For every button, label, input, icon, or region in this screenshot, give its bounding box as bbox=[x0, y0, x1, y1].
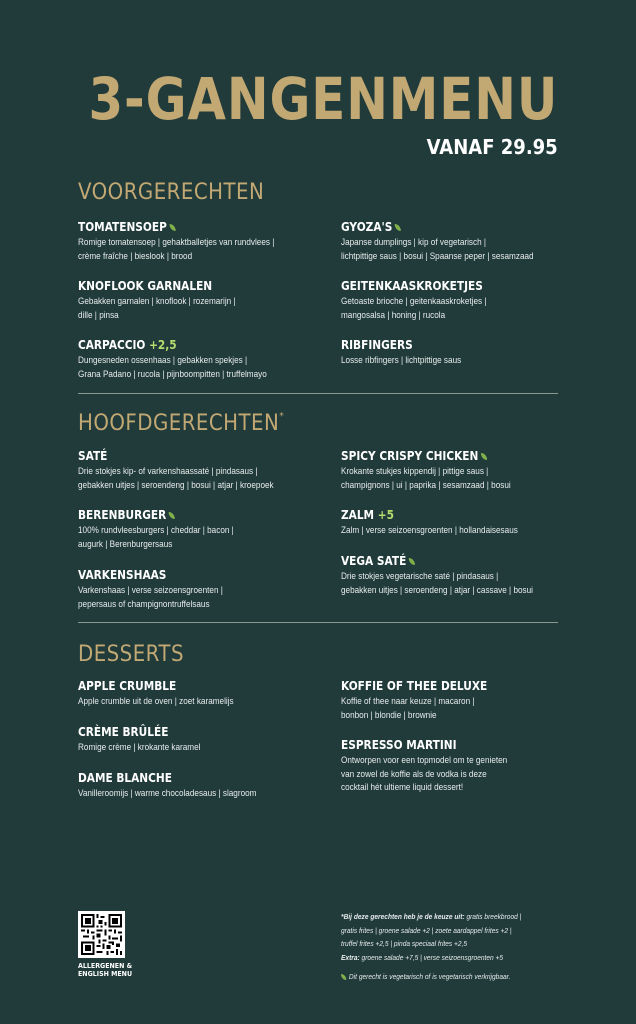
vegetarian-leaf-icon bbox=[169, 512, 175, 519]
section-divider bbox=[78, 622, 558, 623]
item-name: BERENBURGER bbox=[78, 508, 167, 522]
item-description: 100% rundvleesburgers | cheddar | bacon | augurk | Berenburgersaus bbox=[78, 525, 234, 550]
item-description: Vanilleroomijs | warme chocoladesaus | slagroom bbox=[78, 788, 257, 799]
item-description: Zalm | verse seizoensgroenten | hollandaisesaus bbox=[341, 525, 518, 536]
menu-item bbox=[341, 277, 581, 322]
vegetarian-leaf-icon bbox=[395, 224, 401, 231]
item-description: Varkenshaas | verse seizoensgroenten | pepersaus of champignontruffelsaus bbox=[78, 585, 223, 610]
menu-item bbox=[341, 506, 581, 538]
item-name: GYOZA'S bbox=[341, 220, 393, 234]
item-description: Drie stokjes vegetarische saté | pindasaus | gebakken uitjes | seroendeng | atjar | cassave | bosui bbox=[341, 571, 533, 596]
menu-item bbox=[341, 336, 581, 368]
menu-price: VANAF 29.95 bbox=[426, 135, 558, 159]
menu-item bbox=[78, 336, 318, 381]
menu-item bbox=[341, 736, 581, 795]
item-name: ZALM bbox=[341, 508, 375, 522]
item-description: Koffie of thee naar keuze | macaron | bonbon | blondie | brownie bbox=[341, 696, 475, 721]
item-description: Krokante stukjes kippendij | pittige saus | champignons | ui | paprika | sesamzaad | bosui bbox=[341, 466, 511, 491]
item-name: DAME BLANCHE bbox=[78, 771, 172, 785]
menu-item bbox=[78, 506, 318, 551]
section-title-desserts: DESSERTS bbox=[78, 642, 184, 667]
item-name: ESPRESSO MARTINI bbox=[341, 738, 457, 752]
item-name: VEGA SATÉ bbox=[341, 554, 407, 568]
item-name: CARPACCIO bbox=[78, 338, 146, 352]
menu-item bbox=[78, 566, 318, 611]
item-name: KOFFIE OF THEE DELUXE bbox=[341, 679, 488, 693]
vegetarian-leaf-icon bbox=[409, 558, 415, 565]
item-description: Gebakken garnalen | knoflook | rozemarijn | dille | pinsa bbox=[78, 296, 236, 321]
footnote-asterisk: * bbox=[279, 411, 285, 422]
vegetarian-leaf-icon bbox=[169, 224, 175, 231]
item-description: Getoaste brioche | geitenkaaskroketjes | mangosalsa | honing | rucola bbox=[341, 296, 487, 321]
item-description: Drie stokjes kip- of varkenshaassaté | pindasaus | gebakken uitjes | seroendeng | bosui | atjar | kroepoek bbox=[78, 466, 274, 491]
allergens-qr-code[interactable] bbox=[78, 911, 125, 958]
menu-item bbox=[341, 552, 581, 597]
menu-item bbox=[341, 447, 581, 492]
menu-item bbox=[341, 677, 581, 722]
item-description: Romige crème | krokante karamel bbox=[78, 742, 201, 753]
item-surcharge: +2,5 bbox=[149, 338, 177, 352]
item-surcharge: +5 bbox=[377, 508, 394, 522]
item-name: KNOFLOOK GARNALEN bbox=[78, 279, 213, 293]
vegetarian-leaf-icon bbox=[481, 453, 487, 460]
menu-item bbox=[341, 218, 581, 263]
menu-item bbox=[78, 447, 318, 492]
section-title-voorgerechten: VOORGERECHTEN bbox=[78, 180, 265, 205]
menu-item bbox=[78, 723, 318, 755]
item-name: SPICY CRISPY CHICKEN bbox=[341, 449, 479, 463]
item-description: Apple crumble uit de oven | zoet karamelijs bbox=[78, 696, 234, 707]
item-description: Romige tomatensoep | gehaktballetjes van rundvlees | crème fraîche | bieslook | brood bbox=[78, 237, 275, 262]
section-title-hoofdgerechten: HOOFDGERECHTEN* bbox=[78, 411, 285, 436]
section-divider bbox=[78, 393, 558, 394]
item-name: TOMATENSOEP bbox=[78, 220, 167, 234]
menu-item bbox=[78, 277, 318, 322]
qr-code-icon bbox=[81, 914, 122, 955]
item-name: SATÉ bbox=[78, 449, 108, 463]
item-description: Japanse dumplings | kip of vegetarisch | lichtpittige saus | bosui | Spaanse peper | sesamzaad bbox=[341, 237, 534, 262]
item-name: GEITENKAASKROKETJES bbox=[341, 279, 483, 293]
menu-title: 3-GANGENMENU bbox=[88, 65, 558, 133]
qr-label: ALLERGENEN & ENGLISH MENU bbox=[78, 962, 133, 978]
item-description: Ontworpen voor een topmodel om te genieten van zowel de koffie als de vodka is deze cocktail hét ultieme liquid dessert! bbox=[341, 755, 508, 793]
item-description: Losse ribfingers | lichtpittige saus bbox=[341, 355, 462, 366]
item-name: RIBFINGERS bbox=[341, 338, 413, 352]
menu-item bbox=[78, 677, 318, 709]
menu-item bbox=[78, 769, 318, 801]
vegetarian-leaf-icon bbox=[341, 974, 346, 980]
item-name: CRÈME BRÛLÉE bbox=[78, 725, 169, 739]
footnote: *Bij deze gerechten heb je de keuze uit: gratis breekbrood | gratis frites | groene salade +2 | zoete aardappel frites +2 | truffel frites +2,5 | pinda speciaal frites +2,5 Extra: groene salade +7,5 | verse seizoensgroenten +5 Dit gerecht is vegetarisch of is vegetarisch verkrijgbaar. bbox=[341, 912, 522, 981]
item-description: Dungesneden ossenhaas | gebakken spekjes | Grana Padano | rucola | pijnboompitten | truffelmayo bbox=[78, 355, 267, 380]
item-name: VARKENSHAAS bbox=[78, 568, 167, 582]
item-name: APPLE CRUMBLE bbox=[78, 679, 177, 693]
menu-item bbox=[78, 218, 318, 263]
